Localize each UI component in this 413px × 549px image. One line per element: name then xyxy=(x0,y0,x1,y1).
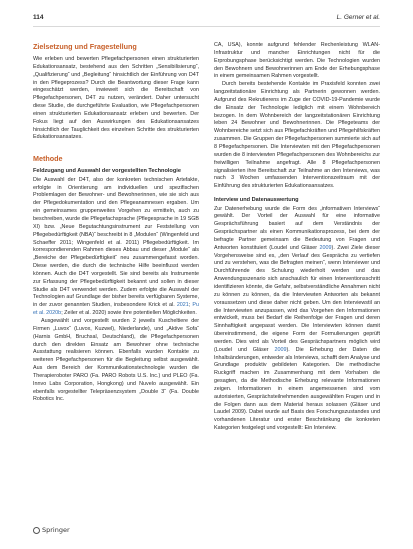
springer-horse-icon xyxy=(33,527,40,534)
citation-link[interactable]: 2009 xyxy=(319,244,332,251)
citation-link[interactable]: 2021 xyxy=(176,302,189,309)
publisher-name: Springer xyxy=(42,526,70,534)
subsection-title-field-access: Feldzugang und Auswahl der vorgestellten Technologie xyxy=(33,168,181,175)
paragraph-text: Zur Datenerhebung wurde die Form des „informativen Interviews“ gewählt. Der Vorteil der Auswahl für eine informative Gesprächsführung basiert auf dem Verständnis der Gesprächspartner als einen Kommunikationsprozess, bei dem der befragte Partner gemeinsam die Bedeutung von Fragen und Antworten konstituiert (Loudel und Gläser xyxy=(214,205,380,251)
subsection-title-interview: Interview und Datenauswertung xyxy=(214,197,299,204)
section-title-aims: Zielsetzung und Fragestellung xyxy=(33,42,137,51)
section-title-method: Methode xyxy=(33,154,63,164)
technology-paragraph: Ausgewählt und vorgestellt wurden 2 jeweils Kuscheltiere der Firmen „Luvox“ (Luvox, Kuzwel), Niederlande), und „Aktive Sofa“ (Harnis GmbH, Bruchsal, Deutschland), die Pflegefachpersonen durch den direkten Einsatz am Bewohner ohne technische Ausstattung realisieren können. Ebenfalls wurden Kontakte zu weiteren Pflegefachpersonen für die Begleitung selbst ausgewählt. Aus dem Bereich der Kommunikationstechnologie wurden die Therapieroboter PARO (Fa. PARO Robots U.S. Inc.) und PLEO (Fa. Innvo Labs Corporation, Hongkong) und Nuvelo ausgewählt. Ein ebenfalls vorgestellter Telepräsenzsystem „Double 3“ (Fa. Double Robotics Inc. xyxy=(33,317,199,403)
publisher-logo xyxy=(33,526,70,534)
page-number: 114 xyxy=(33,14,44,21)
recruitment-paragraph: Durch bereits bestehende Kontakte im Praxisfeld konnten zwei langzeitstationäre Einrichtung als Partnerin gewonnen werden. Aufgrund des Rekrutierens im Zuge der COVID-19-Pandemie wurde die Einsatz der Technologie lediglich mit einem Wohnbereich bezogen. In dem Wohnbereich der langzeitstationären Einrichtung leben 24 Bewohner und Bewohnerinnen. Die Pflegeteams der Wohnbereiche setzt sich aus Pflegefachkräften und Pflegehilfskräften zusammen. Die Gruppen der Pflegefachpersonen summierte sich auf 8 Pflegefachpersonen. Die Interviewten mit den Pflegefachpersonen wurden die 8 interviewten Pflegefachpersonen des Wohnbereichs zur freiwilligen Teilnahme angefragt. Alle 8 Pflegefachpersonen signalisierten ihre Bereitschaft zur Teilnahme an den Interviews, was nach 3 Wochen umfassenden Interventionszeitraum mit der Einführung des strukturierten Edukationsansatzes. xyxy=(214,81,380,190)
left-column xyxy=(33,42,199,404)
paragraph-text: ). Die Erhebung der Daten die Inhaltsänderungen, entweder als Interviews, schafft dem Analyse und Grundlage produktiv gebildeten Kategorien. Die methodische Ruckgriff machen im Zusammenhang mit dem Vorhaben die gesagten, da die Methodische Erhebung relevante Informationen zeigen. Informationen in einem angemessenen sind vom autorisierten, Gesprächsteilnehmenden ausgewählten Fragen und in die Folgen dann aus dem Material heraus solassen (Gläser und Laudel 2009). Dabei wurde auf Basis des Forschungszustandes und vorhandenen Literatur und erster Beschränkung die konkreten Kategorien festgelegt und vorgestellt: Ein Interview. xyxy=(214,346,380,432)
paragraph-text: ). Zwei Ziele dieser Vorgehensweise sind es, „den Verlauf des Gesprächs zu vertiefen und zu verstehen, was die Befragten meinen“, wenn Interviewer und Durchführende des Schulung wiederholt werden und das Anwendungsszenario sich anschaulich für einen Interventionsschritt identifizieren könnte, die Gefahr, selbstverständliche Annahmen nicht zu können zu können, da die Interviewten Antworten als bekannt voraussetzen und diese daher nicht geben. Um den Interviewstil an die Interviewten anzupassen, wird das Vorgehen den Informationen entwickelt, muss bei Bedarf die Reihenfolge der Fragen und deren Sinnhaftigkeit angepasst werden. Die Interviewten können damit übereinstimmend, die eigene Form der Formulierungen geprüft werden. Dies wird als Vorteil des Gesprächspartners möglich wird (Loudel und Gläser xyxy=(214,244,380,353)
aims-paragraph: Wie erleben und bewerten Pflegefachpersonen einen strukturierten Edukationsansatz, bestehend aus den Schritten „Sensibilisierung“, „Qualifizierung“ und „Begleitung“ hinsichtlich der Einführung von D4T in den Pflegeprozess? Durch die Beantwortung dieser Frage kann eingeschätzt werden, inwieweit sich die Bereitschaft von Pflegefachpersonen, D4T zu nutzen, verändert. Daher untersucht diese Studie, die durchgeführte Evaluation, wie Pflegefachpersonen einen strukturierten Edukationsansatz erleben und bewerten. Der Fokus liegt auf den Auswirkungen des Edukationsansatzes hinsichtlich der Tauglichkeit des einzelnen Schritte des strukturierten Edukationsansatzes. xyxy=(33,56,199,141)
right-column xyxy=(214,42,380,433)
paragraph-text: Die Auswahl der D4T, also der konkreten technischen Artefakte, erfolgte in Orientierung am individuellen und spezifischen Problemlagen der Bewohner- und Bewohnerinnen, wie sie sich aus der Pflegedokumentation und den Pflegeanamnesen ergaben. Um ein gemeinsames gruppenweites Vorgehen zu ermitteln, auch zu beschreiben, wurde die Pflegefachsprache (Pflegesprache in 19 SGB XI) bzw. „Neue Begutachtungsinstrument zur Feststellung von Pflegebedürftigkeit (NBA)“ beschreibt in 8 „Modulen“ (Wingenfeld und Schaeffer 2011; Wingenfeld et al. 2011) Pflegebedürftigkeit. Im korrespondierenden Rahmen dieses Abbau und dieser „Module“ als „Bereiche der Pflegebedürftigkeit“ neu zusammengefasst worden. Diese werden, die durch die technische Hilfe beeinflusst werden können. Auch die D4T vorgestellt. Sie sind bereits als Instrumente zur Erfassung der Pflegebedürftigkeit bekannt und sollen in dieser Studie als D4T verwendet werden. Zudem erfolgte die Auswahl der Technologien auf Grundlage der bisher bereits verfügbaren Systeme, in der zuvor genannten Studien, insbesondere Krick et al. xyxy=(33,176,199,309)
citation-link[interactable]: 2009 xyxy=(274,346,287,353)
paragraph-text: ; Zeiler et al. 2020) sowie ihre potentiellen Möglichkeiten. xyxy=(61,310,197,317)
citation-link[interactable]: Pu et al. 2020b xyxy=(33,302,199,317)
continued-paragraph: CA, USA), konnte aufgrund fehlender Rechenleistung WLAN-Infrastruktur und mancher Einrichtungen nicht für die Erprobungsphase berücksichtigt werden. Die Technologien wurden den Bewohnern und Bewohnerinnen am Ende der Erhebungsphase in einem gemeinsamen Rahmen vorgestellt. xyxy=(214,42,380,80)
running-head: L. Gerner et al. xyxy=(336,14,380,21)
interview-paragraph xyxy=(214,206,380,433)
field-access-paragraph: Die Auswahl der D4T, also der konkreten technischen Artefakte, erfolgte in Orientierung am individuellen und spezifischen Problemlagen der Bewohner- und Bewohnerinnen, wie sie sich aus der Pflegedokumentation und den Pflegeanamnesen ergaben. Um ein gemeinsames gruppenweites Vorgehen zu ermitteln, auch zu beschreiben, wurde die Pflegefachsprache (Pflegesprache in 19 SGB XI) bzw. „Neue Begutachtungsinstrument zur Feststellung von Pflegebedürftigkeit (NBA)“ beschreibt in 8 „Modulen“ (Wingenfeld und Schaeffer 2011; Wingenfeld et al. 2011) Pflegebedürftigkeit. Im korrespondierenden Rahmen dieses Abbau und dieser „Module“ als „Bereiche der Pflegebedürftigkeit“ neu zusammengefasst worden. Diese werden, die durch die technische Hilfe beeinflusst werden können. Auch die D4T vorgestellt. Sie sind bereits als Instrumente zur Erfassung der Pflegebedürftigkeit bekannt und sollen in dieser Studie als D4T verwendet werden. Zudem erfolgte die Auswahl der Technologien auf Grundlage der bisher bereits verfügbaren Systeme, in der zuvor genannten Studien, insbesondere Krick et al. 2021; Pu et al. 2020b; Zeiler et al. 2020) sowie ihre potentiellen Möglichkeiten. xyxy=(33,176,199,317)
page-header xyxy=(33,14,380,27)
